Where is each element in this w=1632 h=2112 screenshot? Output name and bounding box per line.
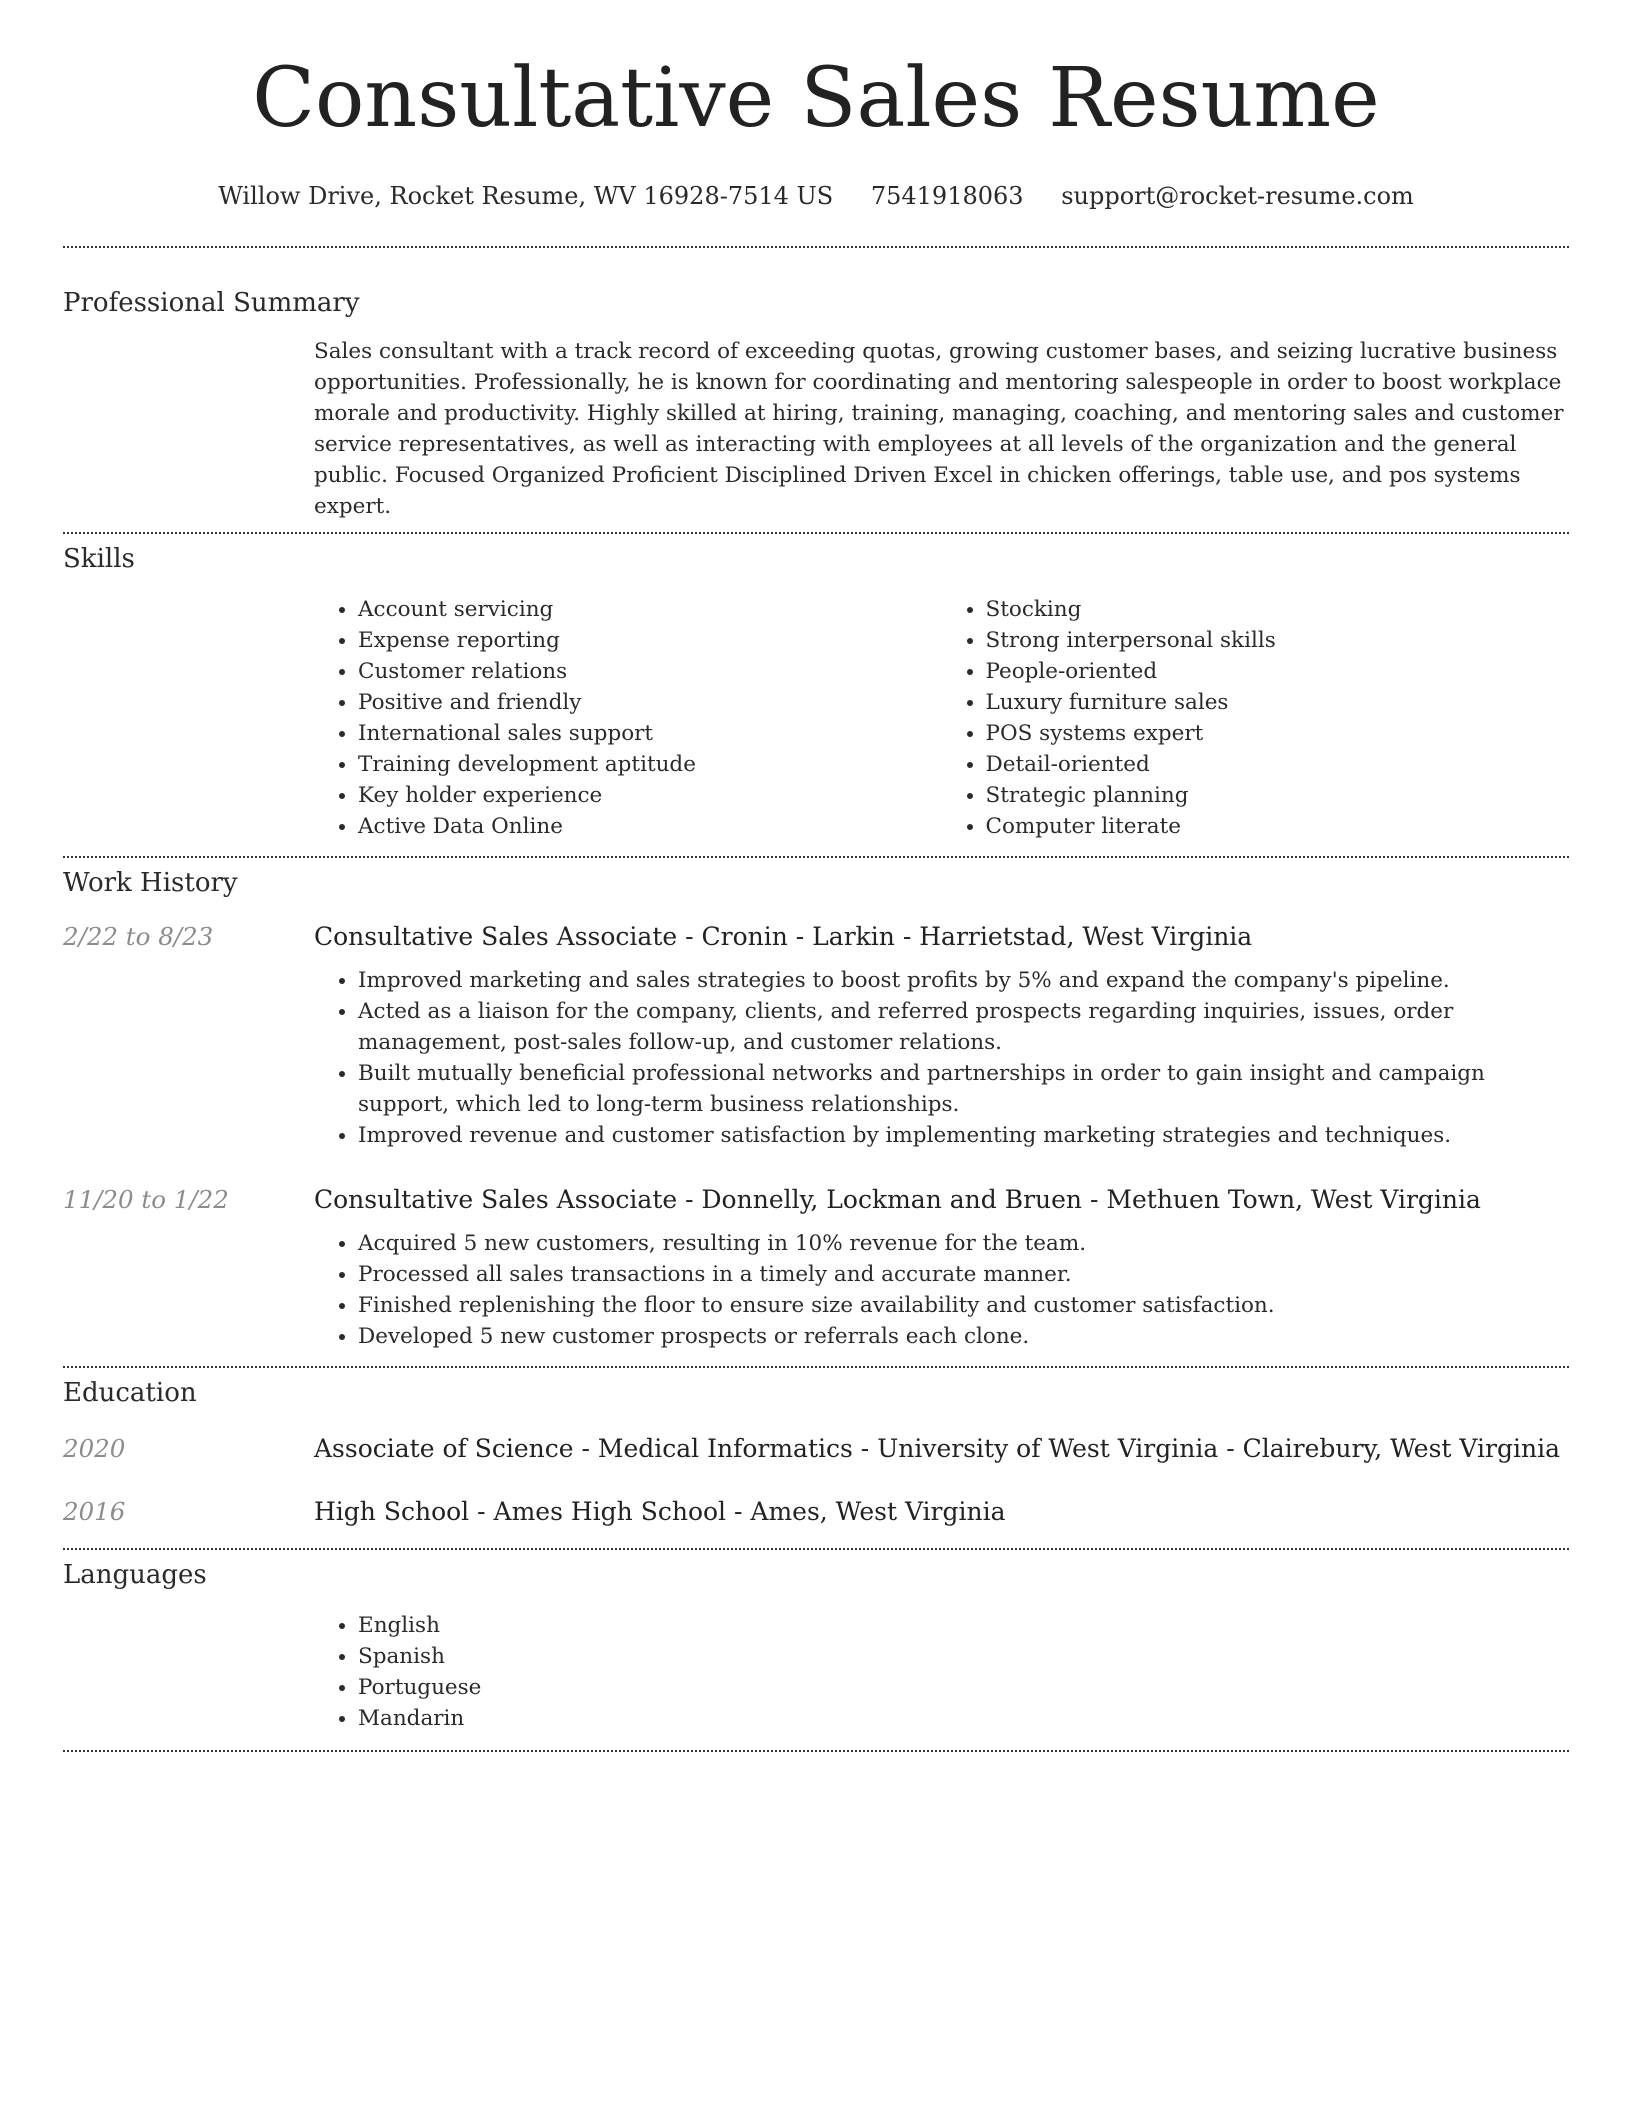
education-location: Ames, West Virginia bbox=[750, 1497, 1006, 1526]
skill-item: • Positive and friendly bbox=[358, 687, 942, 718]
work-section bbox=[63, 868, 1569, 1352]
divider bbox=[63, 1548, 1569, 1550]
separator: - bbox=[726, 1497, 751, 1526]
contact-phone: 7541918063 bbox=[870, 182, 1024, 210]
job-heading bbox=[314, 1185, 1481, 1214]
job-bullet: • Finished replenishing the floor to ensure size availability and customer satisfaction. bbox=[358, 1290, 1569, 1321]
skill-item: • Stocking bbox=[986, 594, 1570, 625]
education-section bbox=[63, 1378, 1569, 1526]
language-item: • Mandarin bbox=[358, 1703, 1569, 1734]
job-title: Consultative Sales Associate bbox=[314, 922, 678, 951]
language-item: • Portuguese bbox=[358, 1672, 1569, 1703]
skills-heading: Skills bbox=[63, 544, 135, 574]
skills-section bbox=[63, 544, 1569, 842]
education-year: 2016 bbox=[63, 1497, 126, 1526]
summary-section bbox=[63, 288, 1569, 522]
contact-line bbox=[63, 182, 1569, 210]
divider bbox=[63, 1750, 1569, 1752]
summary-text: Sales consultant with a track record of exceeding quotas, growing customer bases, and seizing lucrative business opportunities. Professionally, he is known for coordinating and mentoring salespeople in order to boost workplace morale and productivity. Highly skilled at hiring, training, managing, coaching, and mentoring sales and customer service representatives, as well as interacting with employees at all levels of the organization and the general public. Focused Organized Proficient Disciplined Driven Excel in chicken offerings, table use, and pos systems expert. bbox=[314, 339, 1564, 519]
job-bullet: • Acquired 5 new customers, resulting in 10% revenue for the team. bbox=[358, 1228, 1569, 1259]
skill-item: • Training development aptitude bbox=[358, 749, 942, 780]
separator: - bbox=[573, 1434, 598, 1463]
job-bullet: • Processed all sales transactions in a timely and accurate manner. bbox=[358, 1259, 1569, 1290]
job-location: Methuen Town, West Virginia bbox=[1106, 1185, 1481, 1214]
skill-item: • International sales support bbox=[358, 718, 942, 749]
skill-item: • People-oriented bbox=[986, 656, 1570, 687]
skill-item: • Luxury furniture sales bbox=[986, 687, 1570, 718]
education-school: University of West Virginia bbox=[877, 1434, 1219, 1463]
skill-item: • Detail-oriented bbox=[986, 749, 1570, 780]
languages-heading: Languages bbox=[63, 1560, 207, 1590]
skill-item: • Customer relations bbox=[358, 656, 942, 687]
separator: - bbox=[1218, 1434, 1243, 1463]
work-heading: Work History bbox=[63, 868, 238, 898]
separator: - bbox=[852, 1434, 878, 1463]
skill-item: • Computer literate bbox=[986, 811, 1570, 842]
job-bullet: • Built mutually beneficial professional networks and partnerships in order to gain insight and campaign support, which led to long-term business relationships. bbox=[358, 1058, 1569, 1120]
job-location: Harrietstad, West Virginia bbox=[919, 922, 1253, 951]
job-bullet: • Acted as a liaison for the company, clients, and referred prospects regarding inquiries, issues, order management, post-sales follow-up, and customer relations. bbox=[358, 996, 1569, 1058]
contact-address: Willow Drive, Rocket Resume, WV 16928-7514 US bbox=[218, 182, 834, 210]
skills-columns bbox=[314, 594, 1569, 842]
education-degree: Associate of Science bbox=[314, 1434, 574, 1463]
skill-item: • Strong interpersonal skills bbox=[986, 625, 1570, 656]
education-degree: High School bbox=[314, 1497, 470, 1526]
job-header bbox=[63, 922, 1569, 951]
divider bbox=[63, 246, 1569, 248]
language-item: • English bbox=[358, 1610, 1569, 1641]
skill-item: • Account servicing bbox=[358, 594, 942, 625]
education-field: Medical Informatics bbox=[597, 1434, 853, 1463]
separator: - bbox=[894, 922, 920, 951]
language-item: • Spanish bbox=[358, 1641, 1569, 1672]
job-bullets bbox=[314, 965, 1569, 1151]
job-company: Donnelly, Lockman and Bruen bbox=[701, 1185, 1083, 1214]
skill-item: • Key holder experience bbox=[358, 780, 942, 811]
divider bbox=[63, 532, 1569, 534]
job-bullet: • Developed 5 new customer prospects or referrals each clone. bbox=[358, 1321, 1569, 1352]
job-bullet: • Improved marketing and sales strategies to boost profits by 5% and expand the company's pipeline. bbox=[358, 965, 1569, 996]
job-header bbox=[63, 1185, 1569, 1214]
skill-item: • Active Data Online bbox=[358, 811, 942, 842]
divider bbox=[63, 856, 1569, 858]
summary-heading: Professional Summary bbox=[63, 288, 360, 318]
education-year: 2020 bbox=[63, 1434, 126, 1463]
job-dates: 11/20 to 1/22 bbox=[63, 1185, 229, 1214]
education-heading-line bbox=[314, 1497, 1006, 1526]
education-heading-line bbox=[314, 1434, 1560, 1463]
job-entry bbox=[63, 922, 1569, 1151]
job-dates: 2/22 to 8/23 bbox=[63, 922, 214, 951]
skills-list-right bbox=[942, 594, 1570, 842]
job-company: Cronin - Larkin bbox=[701, 922, 895, 951]
resume-title: Consultative Sales Resume bbox=[252, 51, 1380, 146]
skill-item: • Strategic planning bbox=[986, 780, 1570, 811]
job-title: Consultative Sales Associate bbox=[314, 1185, 678, 1214]
job-bullets bbox=[314, 1228, 1569, 1352]
separator: - bbox=[469, 1497, 494, 1526]
education-entry bbox=[63, 1434, 1569, 1463]
languages-section bbox=[63, 1560, 1569, 1734]
separator: - bbox=[677, 1185, 702, 1214]
education-heading: Education bbox=[63, 1378, 197, 1408]
education-school: Ames High School bbox=[493, 1497, 727, 1526]
skill-item: • POS systems expert bbox=[986, 718, 1570, 749]
divider bbox=[63, 1366, 1569, 1368]
separator: - bbox=[1082, 1185, 1107, 1214]
job-heading bbox=[314, 922, 1252, 951]
skills-list-left bbox=[314, 594, 942, 842]
languages-list bbox=[314, 1610, 1569, 1734]
education-entry bbox=[63, 1497, 1569, 1526]
skill-item: • Expense reporting bbox=[358, 625, 942, 656]
education-location: Clairebury, West Virginia bbox=[1242, 1434, 1560, 1463]
contact-email: support@rocket-resume.com bbox=[1061, 182, 1414, 210]
job-bullet: • Improved revenue and customer satisfaction by implementing marketing strategies and techniques. bbox=[358, 1120, 1569, 1151]
separator: - bbox=[677, 922, 702, 951]
job-entry bbox=[63, 1185, 1569, 1352]
